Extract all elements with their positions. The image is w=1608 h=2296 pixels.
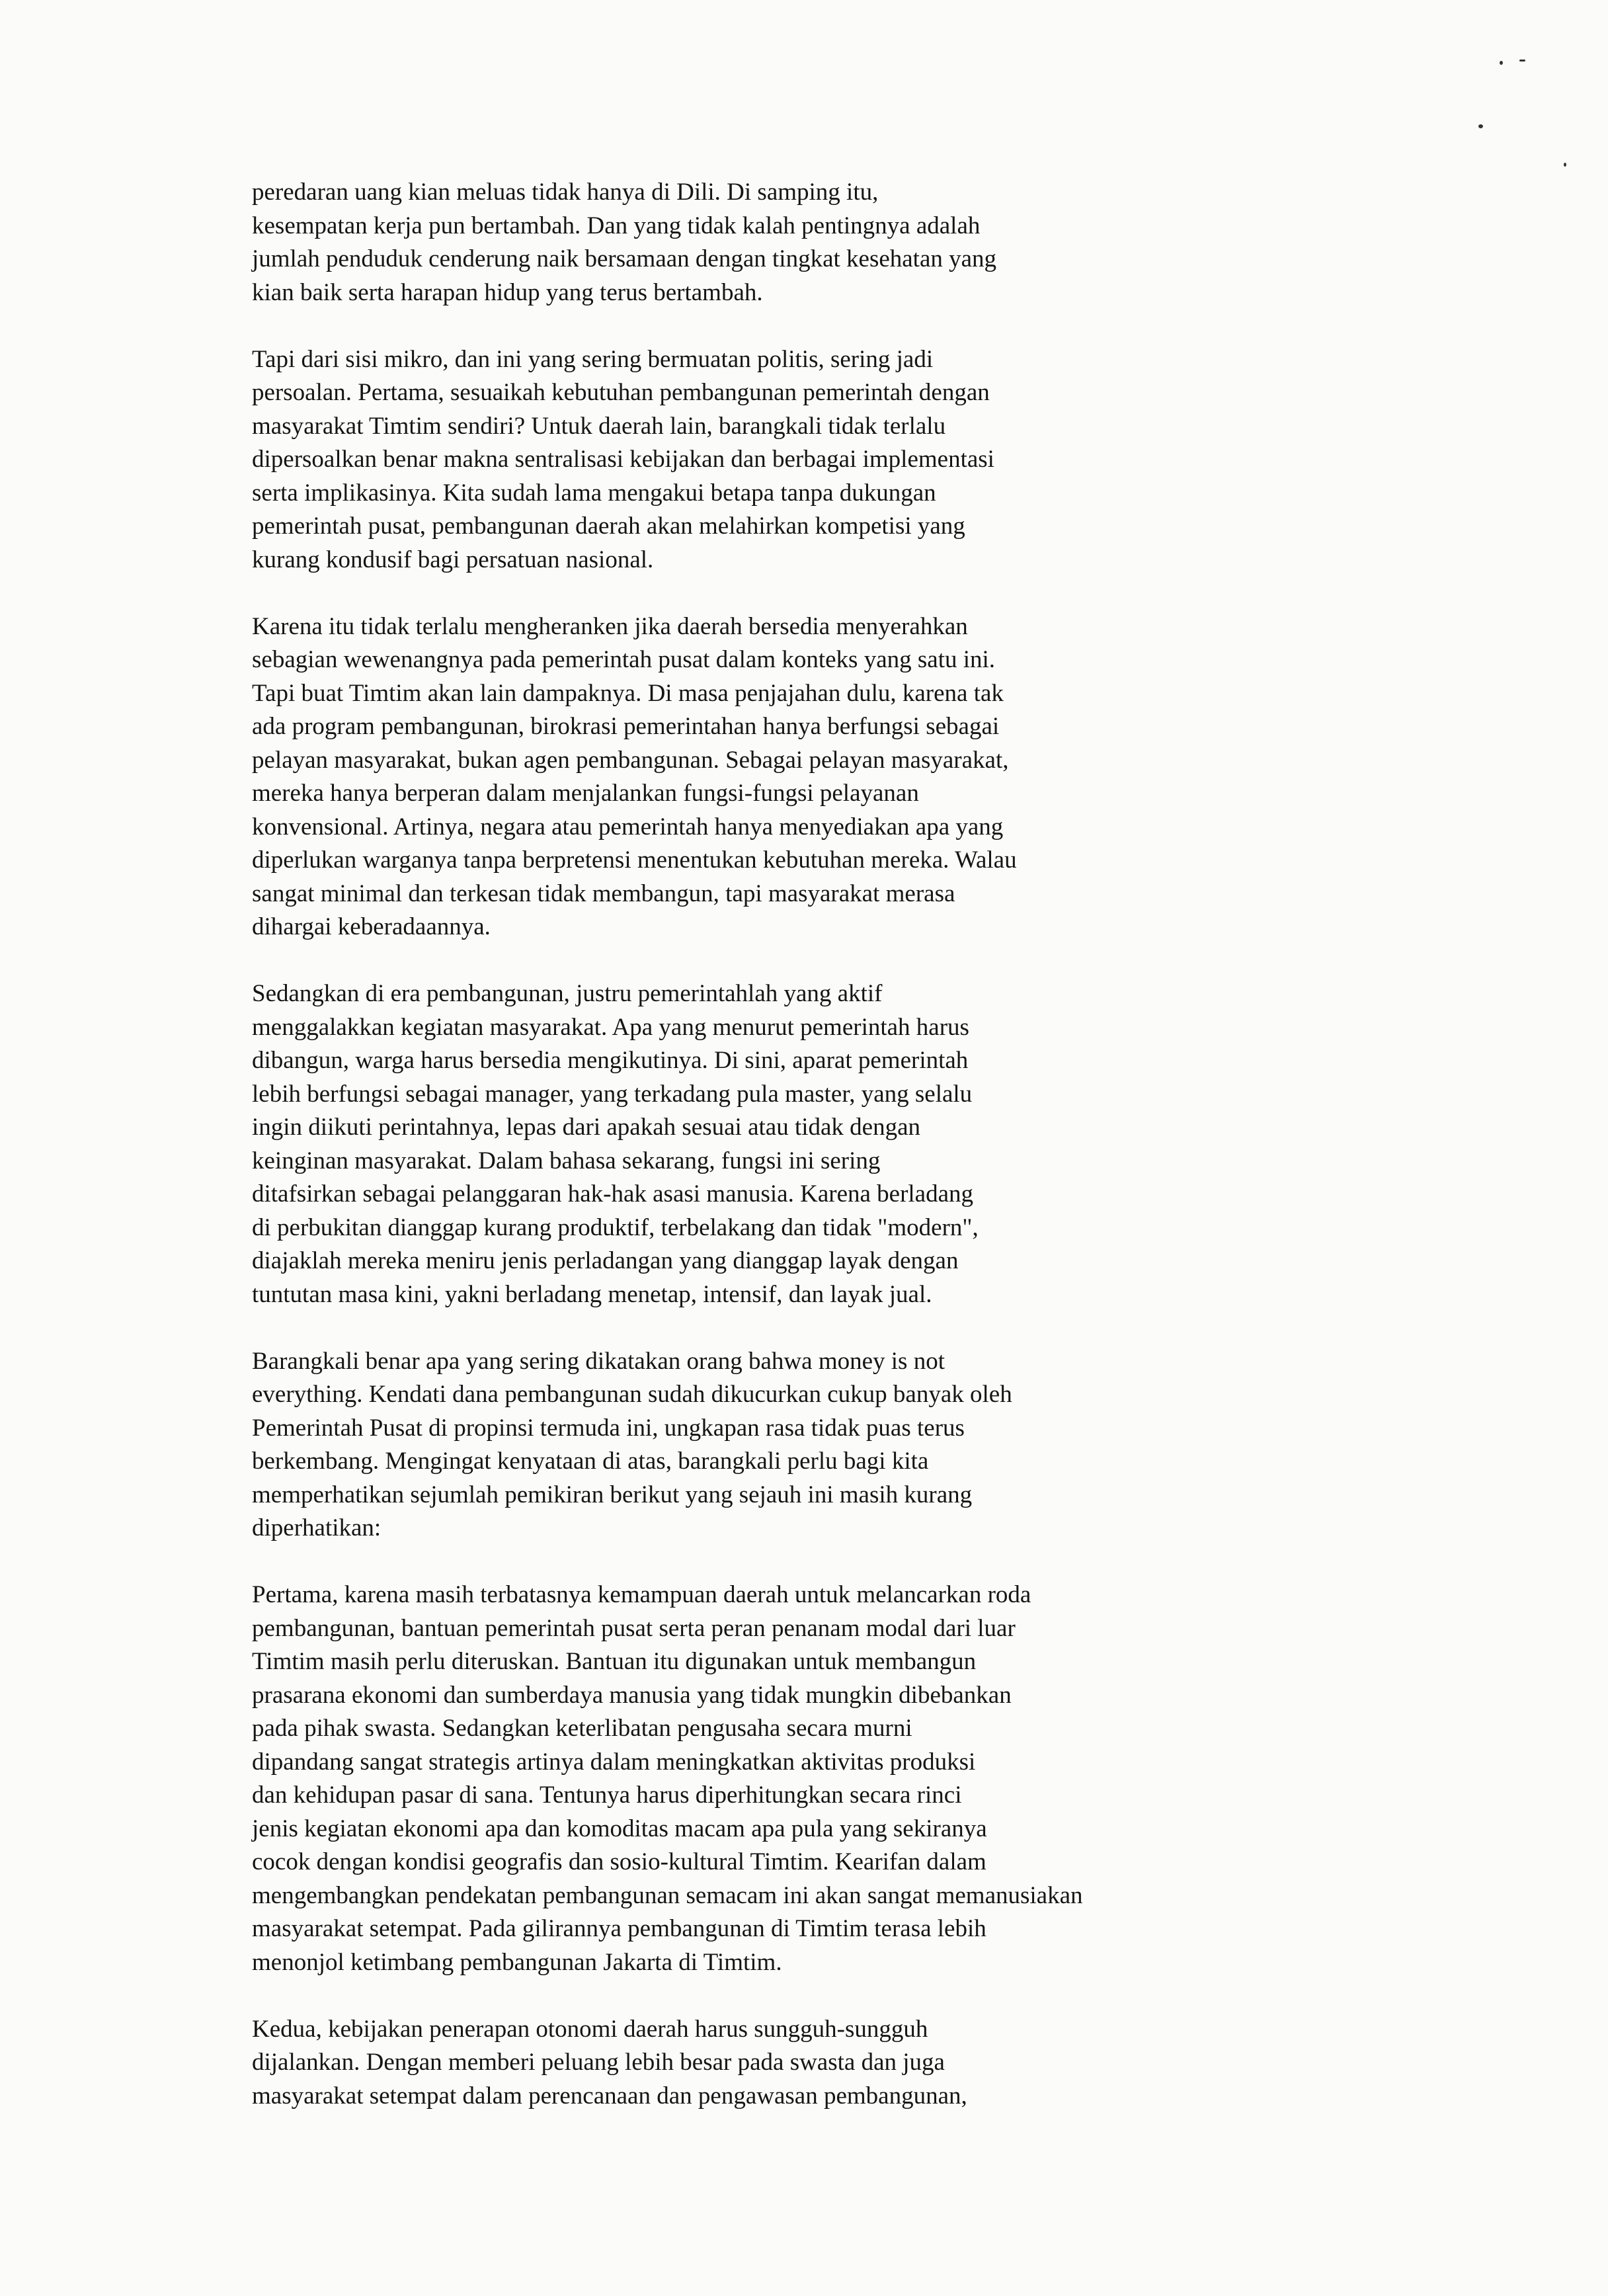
text-line: everything. Kendati dana pembangunan sudah dikucurkan cukup banyak oleh — [252, 1381, 1012, 1408]
text-line: diperhatikan: — [252, 1514, 382, 1541]
text-line: jumlah penduduk cenderung naik bersamaan dengan tingkat kesehatan yang — [252, 245, 997, 272]
text-line: kesempatan kerja pun bertambah. Dan yang tidak kalah pentingnya adalah — [252, 212, 981, 239]
scan-speck — [1478, 124, 1483, 128]
text-line: Pertama, karena masih terbatasnya kemampuan daerah untuk melancarkan roda — [252, 1581, 1031, 1608]
text-line: dihargai keberadaannya. — [252, 913, 491, 940]
text-line: Barangkali benar apa yang sering dikatakan orang bahwa money is not — [252, 1347, 945, 1375]
text-line: prasarana ekonomi dan sumberdaya manusia yang tidak mungkin dibebankan — [252, 1681, 1012, 1709]
paragraph — [252, 2013, 1429, 2113]
text-line: konvensional. Artinya, negara atau pemerintah hanya menyediakan apa yang — [252, 813, 1004, 840]
text-line: dan kehidupan pasar di sana. Tentunya harus diperhitungkan secara rinci — [252, 1782, 962, 1809]
text-line: Karena itu tidak terlalu mengheranken jika daerah bersedia menyerahkan — [252, 612, 968, 640]
text-line: sebagian wewenangnya pada pemerintah pusat dalam konteks yang satu ini. — [252, 646, 996, 673]
text-line: persoalan. Pertama, sesuaikah kebutuhan pembangunan pemerintah dengan — [252, 379, 990, 406]
text-line: sangat minimal dan terkesan tidak membangun, tapi masyarakat merasa — [252, 880, 955, 907]
text-line: berkembang. Mengingat kenyataan di atas, barangkali perlu bagi kita — [252, 1448, 929, 1475]
text-line: pemerintah pusat, pembangunan daerah akan melahirkan kompetisi yang — [252, 512, 965, 540]
text-line: Pemerintah Pusat di propinsi termuda ini, ungkapan rasa tidak puas terus — [252, 1414, 965, 1442]
text-line: memperhatikan sejumlah pemikiran berikut yang sejauh ini masih kurang — [252, 1481, 973, 1508]
paragraph — [252, 1578, 1429, 1979]
text-line: di perbukitan dianggap kurang produktif, terbelakang dan tidak "modern", — [252, 1213, 979, 1241]
text-line: dipersoalkan benar makna sentralisasi kebijakan dan berbagai implementasi — [252, 446, 994, 473]
text-line: Tapi dari sisi mikro, dan ini yang sering bermuatan politis, sering jadi — [252, 345, 934, 373]
text-line: tuntutan masa kini, yakni berladang menetap, intensif, dan layak jual. — [252, 1280, 932, 1308]
paragraph — [252, 610, 1429, 944]
text-line: jenis kegiatan ekonomi apa dan komoditas macam apa pula yang sekiranya — [252, 1815, 987, 1842]
text-line: masyarakat setempat. Pada gilirannya pembangunan di Timtim terasa lebih — [252, 1915, 986, 1942]
text-line: pada pihak swasta. Sedangkan keterlibatan pengusaha secara murni — [252, 1715, 912, 1742]
text-line: lebih berfungsi sebagai manager, yang terkadang pula master, yang selalu — [252, 1080, 973, 1108]
text-line: Kedua, kebijakan penerapan otonomi daerah harus sungguh-sungguh — [252, 2015, 928, 2043]
scan-speck — [1564, 163, 1566, 167]
text-line: keinginan masyarakat. Dalam bahasa sekarang, fungsi ini sering — [252, 1147, 881, 1174]
scan-speck — [1500, 61, 1503, 65]
scan-speck — [1519, 60, 1525, 62]
text-line: ingin diikuti perintahnya, lepas dari apakah sesuai atau tidak dengan — [252, 1114, 921, 1141]
text-line: dipandang sangat strategis artinya dalam meningkatkan aktivitas produksi — [252, 1748, 976, 1776]
text-line: masyarakat Timtim sendiri? Untuk daerah lain, barangkali tidak terlalu — [252, 412, 946, 440]
text-line: ada program pembangunan, birokrasi pemerintahan hanya berfungsi sebagai — [252, 713, 1000, 740]
text-line: kian baik serta harapan hidup yang terus bertambah. — [252, 278, 763, 306]
paragraph — [252, 1345, 1429, 1545]
text-line: dibangun, warga harus bersedia mengikutinya. Di sini, aparat pemerintah — [252, 1047, 969, 1074]
text-line: kurang kondusif bagi persatuan nasional. — [252, 546, 654, 573]
text-line: pelayan masyarakat, bukan agen pembangunan. Sebagai pelayan masyarakat, — [252, 746, 1009, 774]
paragraph — [252, 343, 1429, 577]
text-line: pembangunan, bantuan pemerintah pusat serta peran penanam modal dari luar — [252, 1614, 1016, 1642]
text-line: peredaran uang kian meluas tidak hanya di Dili. Di samping itu, — [252, 179, 879, 206]
text-line: menonjol ketimbang pembangunan Jakarta di Timtim. — [252, 1948, 782, 1976]
text-line: dijalankan. Dengan memberi peluang lebih besar pada swasta dan juga — [252, 2049, 945, 2076]
text-line: mereka hanya berperan dalam menjalankan fungsi-fungsi pelayanan — [252, 780, 919, 807]
text-line: cocok dengan kondisi geografis dan sosio-kultural Timtim. Kearifan dalam — [252, 1848, 986, 1875]
text-line: Timtim masih perlu diteruskan. Bantuan itu digunakan untuk membangun — [252, 1648, 977, 1675]
text-line: diperlukan warganya tanpa berpretensi menentukan kebutuhan mereka. Walau — [252, 846, 1017, 874]
paragraph — [252, 977, 1429, 1311]
text-line: mengembangkan pendekatan pembangunan semacam ini akan sangat memanusiakan — [252, 1881, 1083, 1909]
text-line: diajaklah mereka meniru jenis perladangan yang dianggap layak dengan — [252, 1247, 959, 1274]
paragraph — [252, 176, 1429, 309]
text-line: menggalakkan kegiatan masyarakat. Apa yang menurut pemerintah harus — [252, 1013, 969, 1041]
document-body — [252, 176, 1429, 2147]
text-line: Tapi buat Timtim akan lain dampaknya. Di masa penjajahan dulu, karena tak — [252, 679, 1004, 707]
text-line: Sedangkan di era pembangunan, justru pemerintahlah yang aktif — [252, 980, 883, 1007]
text-line: ditafsirkan sebagai pelanggaran hak-hak asasi manusia. Karena berladang — [252, 1180, 974, 1208]
text-line: serta implikasinya. Kita sudah lama mengakui betapa tanpa dukungan — [252, 479, 936, 507]
text-line: masyarakat setempat dalam perencanaan dan pengawasan pembangunan, — [252, 2082, 967, 2110]
